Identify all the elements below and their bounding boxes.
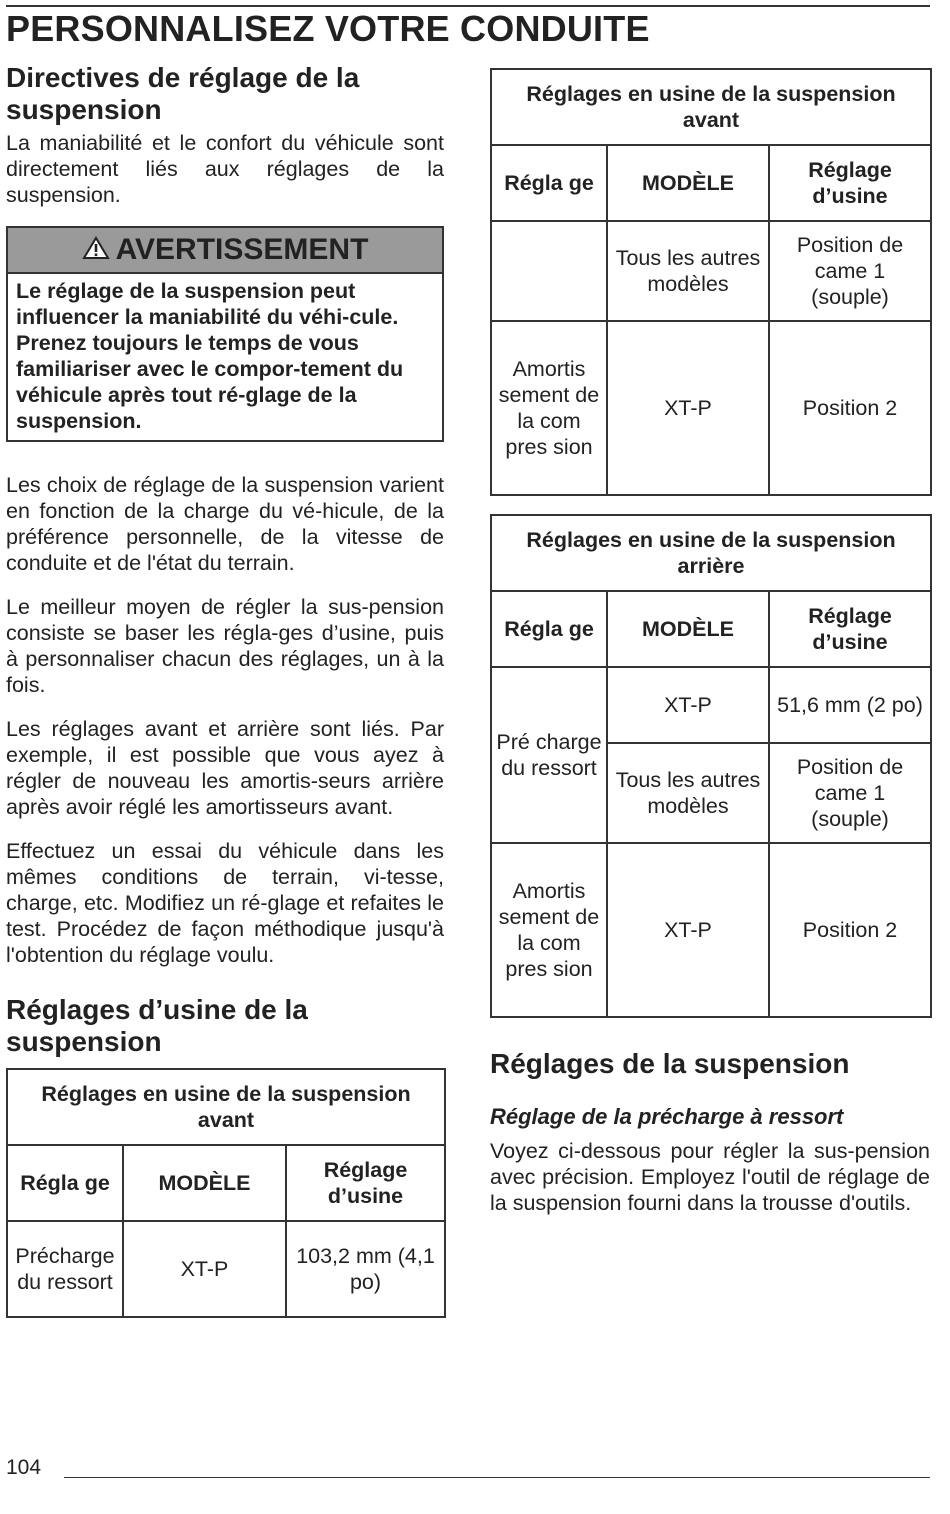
suspension-settings-heading: Réglages de la suspension (490, 1048, 850, 1079)
paragraph-best-way: Le meilleur moyen de régler la sus-pension consiste se baser les régla-ges d’usine, puis à personnaliser chacun des réglages, un à la fois. (6, 595, 444, 697)
cell-model: XT-P (123, 1221, 286, 1317)
table-row (491, 221, 931, 321)
paragraph-test: Effectuez un essai du véhicule dans les mêmes conditions de terrain, vi-tesse, charge, etc. Modifiez un ré-glage et refaites le test. Procédez de façon méthodique jusqu'à l'obtention du réglage voulu. (6, 839, 444, 967)
left-column (6, 62, 444, 1318)
paragraph-choices: Les choix de réglage de la suspension varient en fonction de la charge du vé-hicule, de la préférence personnelle, de la vitesse de conduite et de l'état du terrain. (6, 473, 444, 575)
table-row (491, 321, 931, 495)
cell-setting: Précharge du ressort (7, 1221, 123, 1317)
preload-paragraph: Voyez ci-dessous pour régler la sus-pension avec précision. Employez l'outil de réglage de la suspension fourni dans la trousse d'outils. (490, 1139, 930, 1215)
header-model: MODÈLE (607, 145, 769, 221)
preload-subheading: Réglage de la précharge à ressort (490, 1104, 844, 1129)
header-factory: Réglage d’usine (769, 145, 931, 221)
header-model: MODÈLE (607, 591, 769, 667)
intro-paragraph: La maniabilité et le confort du véhicule sont directement liés aux réglages de la suspension. (6, 131, 444, 207)
right-column (490, 68, 930, 1216)
cell-model: XT-P (607, 843, 769, 1017)
table-row (491, 843, 931, 1017)
cell-setting (491, 221, 607, 321)
cell-model: XT-P (607, 321, 769, 495)
front-factory-table-left (6, 1068, 446, 1318)
warning-box (6, 226, 444, 442)
header-setting: Régla ge (7, 1145, 123, 1221)
rear-factory-table (490, 514, 932, 1018)
front-factory-table-right (490, 68, 932, 496)
header-factory: Réglage d’usine (769, 591, 931, 667)
cell-setting: Amortis sement de la com pres sion (491, 843, 607, 1017)
cell-factory: 103,2 mm (4,1 po) (286, 1221, 445, 1317)
footer-rule (64, 1477, 930, 1478)
cell-model: Tous les autres modèles (607, 743, 769, 843)
cell-factory: Position de came 1 (souple) (769, 221, 931, 321)
paragraph-linked: Les réglages avant et arrière sont liés. Par exemple, il est possible que vous ayez à régler de nouveau les amortis-seurs arrière après avoir réglé les amortisseurs avant. (6, 717, 444, 819)
header-factory: Réglage d’usine (286, 1145, 445, 1221)
cell-model: XT-P (607, 667, 769, 743)
directives-heading: Directives de réglage de la suspension (6, 62, 360, 125)
factory-settings-heading: Réglages d’usine de la suspension (6, 994, 308, 1057)
warning-triangle-icon (82, 229, 110, 273)
cell-model: Tous les autres modèles (607, 221, 769, 321)
cell-factory: Position de came 1 (souple) (769, 743, 931, 843)
header-setting: Régla ge (491, 591, 607, 667)
page-title: PERSONNALISEZ VOTRE CONDUITE (6, 8, 650, 49)
warning-header (8, 228, 442, 274)
cell-factory: 51,6 mm (2 po) (769, 667, 931, 743)
table-caption: Réglages en usine de la suspension arrière (491, 515, 931, 591)
header-model: MODÈLE (123, 1145, 286, 1221)
table-row (491, 667, 931, 743)
table-row (7, 1221, 445, 1317)
page-number: 104 (6, 1456, 42, 1479)
warning-text: Le réglage de la suspension peut influencer la maniabilité du véhi-cule. Prenez toujours le temps de vous familiariser avec le compor-tement du véhicule après tout ré-glage de la suspension. (16, 279, 404, 433)
table-caption: Réglages en usine de la suspension avant (7, 1069, 445, 1145)
cell-factory: Position 2 (769, 843, 931, 1017)
top-rule (6, 5, 930, 7)
header-setting: Régla ge (491, 145, 607, 221)
warning-title: AVERTISSEMENT (115, 233, 369, 266)
cell-setting-preload: Pré charge du ressort (491, 667, 607, 843)
table-caption: Réglages en usine de la suspension avant (491, 69, 931, 145)
cell-factory: Position 2 (769, 321, 931, 495)
cell-setting: Amortis sement de la com pres sion (491, 321, 607, 495)
